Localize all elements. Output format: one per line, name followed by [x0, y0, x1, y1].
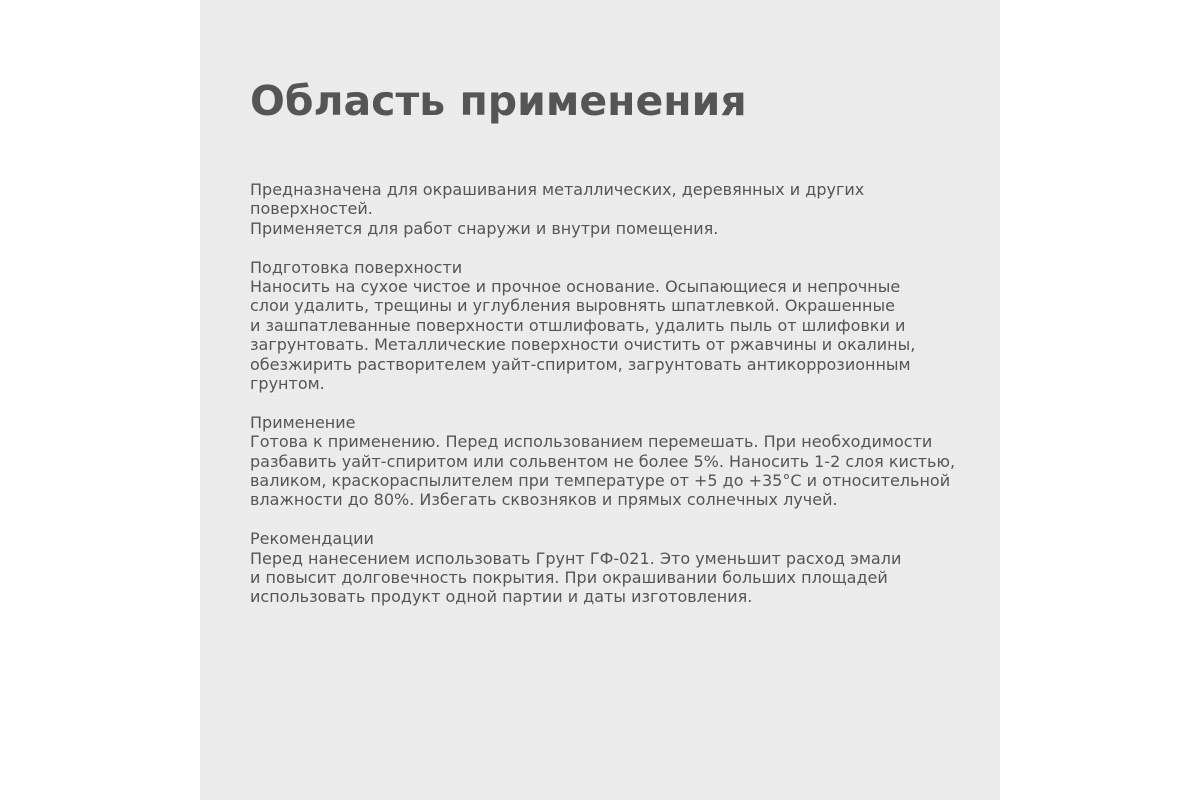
intro-paragraph: [250, 180, 970, 238]
text-line: влажности до 80%. Избегать сквозняков и прямых солнечных лучей.: [250, 490, 838, 510]
surface-preparation-section: [250, 258, 970, 394]
text-line: загрунтовать. Металлические поверхности очистить от ржавчины и окалины,: [250, 335, 916, 355]
text-line: использовать продукт одной партии и даты изготовления.: [250, 587, 753, 607]
text-line: обезжирить растворителем уайт-спиритом, загрунтовать антикоррозионным: [250, 354, 911, 374]
section-heading: Применение: [250, 412, 356, 432]
text-line: Перед нанесением использовать Грунт ГФ-021. Это уменьшит расход эмали: [250, 548, 902, 568]
section-heading: Подготовка поверхности: [250, 257, 463, 277]
page-title: Область применения: [250, 77, 747, 125]
text-line: Готова к применению. Перед использованием перемешать. При необходимости: [250, 432, 933, 452]
text-line: и зашпатлеванные поверхности отшлифовать, удалить пыль от шлифовки и: [250, 315, 906, 335]
text-line: поверхностей.: [250, 199, 373, 219]
document-body: [250, 180, 970, 626]
application-section: [250, 413, 970, 510]
text-line: грунтом.: [250, 374, 325, 394]
document-page: [200, 0, 1000, 800]
recommendations-section: [250, 529, 970, 607]
text-line: валиком, краскораспылителем при температуре от +5 до +35°С и относительной: [250, 471, 951, 491]
text-line: Применяется для работ снаружи и внутри помещения.: [250, 218, 719, 238]
text-line: слои удалить, трещины и углубления выровнять шпатлевкой. Окрашенные: [250, 296, 895, 316]
section-heading: Рекомендации: [250, 529, 374, 549]
text-line: и повысит долговечность покрытия. При окрашивании больших площадей: [250, 568, 888, 588]
text-line: Наносить на сухое чистое и прочное основание. Осыпающиеся и непрочные: [250, 277, 901, 297]
text-line: разбавить уайт-спиритом или сольвентом не более 5%. Наносить 1-2 слоя кистью,: [250, 451, 956, 471]
text-line: Предназначена для окрашивания металлических, деревянных и других: [250, 180, 865, 199]
